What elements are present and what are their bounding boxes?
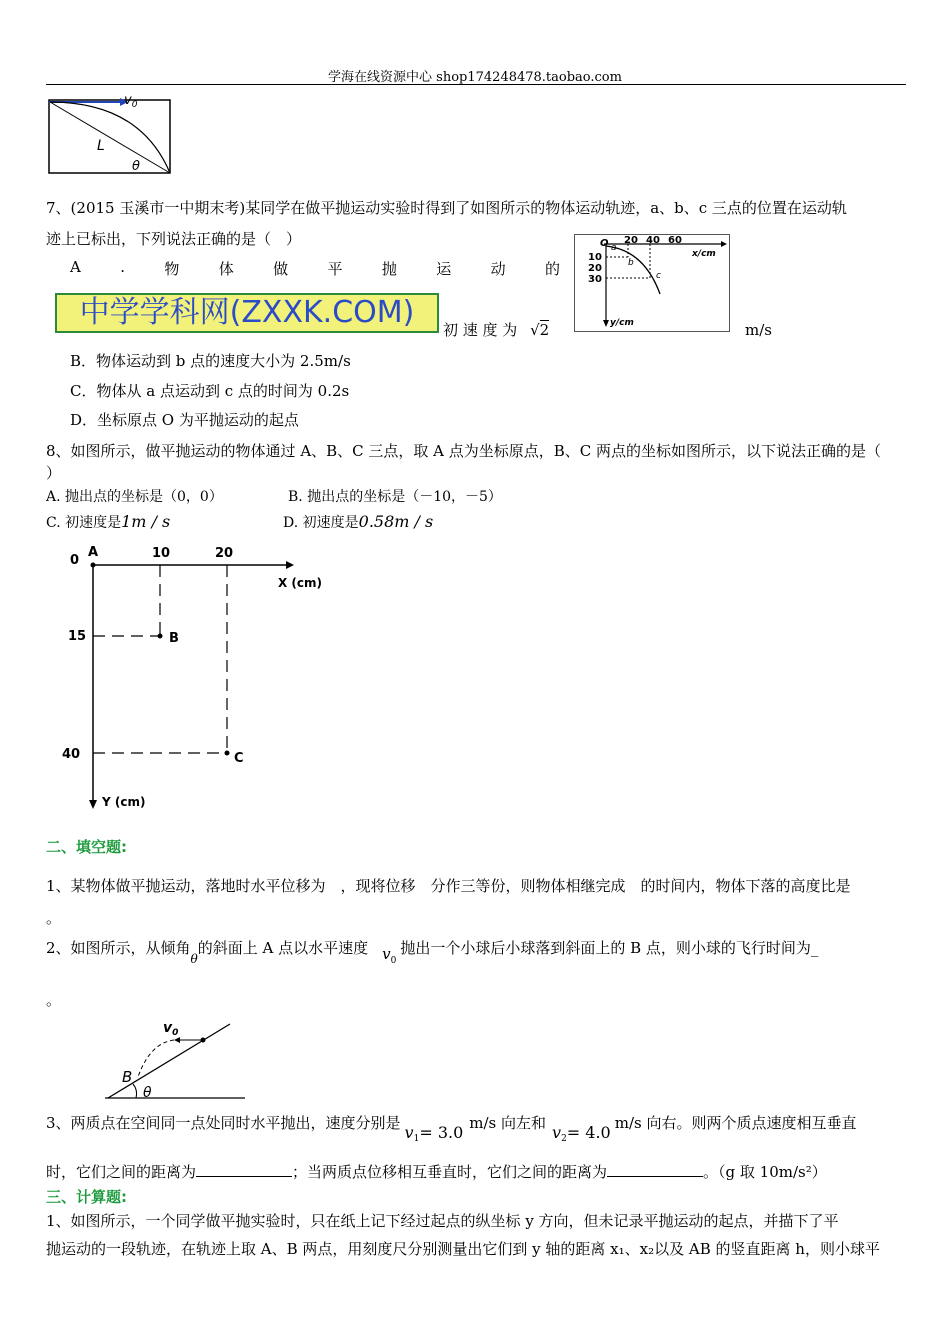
q8-xlabel: X (cm) — [278, 576, 323, 590]
q7-option-a-char: A — [70, 258, 81, 276]
label-L: L — [97, 138, 105, 154]
q7-point-b: b — [628, 258, 634, 268]
page-header: 学海在线资源中心 shop174248478.taobao.com — [328, 70, 622, 85]
q7-tick-y20: 20 — [588, 263, 602, 274]
q8-label-c: C — [234, 751, 244, 766]
top-figure — [40, 90, 180, 180]
q7-tick-y10: 10 — [588, 252, 602, 263]
s3-q1-line2: 抛运动的一段轨迹，在轨迹上取 A、B 两点，用刻度尺分别测量出它们到 y 轴的距离 x₁、x₂以及 AB 的竖直距离 h，则小球平 — [46, 1240, 880, 1258]
q8-stem-line2: ） — [46, 464, 62, 482]
q7-x-arrow — [721, 241, 727, 247]
incline-angle-arc — [133, 1084, 137, 1098]
incline-point-b: B — [122, 1068, 133, 1086]
q8-ylabel: Y (cm) — [102, 795, 146, 809]
label-theta: θ — [132, 159, 140, 174]
s3-q1-line1: 1、如图所示，一个同学做平抛实验时，只在纸上记下经过起点的纵坐标 y 方向，但未记录平抛运动的起点，并描下了平 — [46, 1212, 839, 1230]
q7-ylabel: y/cm — [610, 318, 634, 328]
q7-option-a-char: 运 — [436, 260, 452, 278]
answer-blank-2[interactable] — [607, 1161, 703, 1177]
q7-tick-y30: 30 — [588, 274, 602, 285]
q7-option-a-char: 体 — [218, 260, 234, 278]
s2-q1-line2: 。 — [46, 909, 62, 927]
q7-tick-x20: 20 — [624, 235, 638, 246]
q7-tick-x40: 40 — [646, 235, 660, 246]
section2-title: 二、填空题: — [46, 838, 127, 856]
q7-option-a-char: . — [120, 258, 125, 276]
q8-point-b — [158, 634, 163, 639]
q8-point-a — [91, 563, 96, 568]
q7-option-a-char: 的 — [544, 260, 560, 278]
q7-stem-line1: 7、(2015 玉溪市一中期末考)某同学在做平抛运动实验时得到了如图所示的物体运动轨迹，a、b、c 三点的位置在运动轨 — [46, 199, 847, 217]
q8-tick-x10: 10 — [152, 546, 171, 561]
header-rule — [46, 84, 906, 85]
incline-figure — [100, 1015, 250, 1105]
q7-option-a-char: 物 — [164, 260, 180, 278]
q8-option-b: B. 抛出点的坐标是（－10，－5） — [288, 489, 502, 505]
q8-tick-x20: 20 — [215, 546, 234, 561]
q8-label-b: B — [169, 631, 179, 646]
q7-y-arrow — [603, 320, 609, 327]
section3-title: 三、计算题: — [46, 1188, 127, 1206]
q8-x-arrow — [286, 561, 294, 569]
zxxk-logo: 中学学科网(ZXXK.COM) — [55, 293, 439, 333]
s2-q3-line1: 3、两质点在空间同一点处同时水平抛出，速度分别是 $v_1= 3.0$ m/s 向左和 $v_2= 4.0$ m/s 向右。则两个质点速度相互垂直 — [46, 1114, 857, 1144]
q7-option-d: D．坐标原点 O 为平抛运动的起点 — [70, 411, 299, 429]
q7-option-a-tail: 初 速 度 为 √2 — [443, 321, 550, 339]
q7-option-a-char: 平 — [327, 260, 343, 278]
incline-trajectory — [138, 1040, 174, 1077]
q7-option-a-char: 抛 — [381, 260, 397, 278]
q7-point-a: a — [611, 243, 617, 253]
q7-option-a-char: 动 — [490, 260, 506, 278]
q7-option-b: B．物体运动到 b 点的速度大小为 2.5m/s — [70, 352, 351, 370]
s2-q2-line1: 2、如图所示，从倾角$_\theta$的斜面上 A 点以水平速度 $v_0$抛出一个小球后小球落到斜面上的 B 点，则小球的飞行时间为_ — [46, 939, 819, 966]
q8-option-c: C. 初速度是1m / s — [46, 512, 171, 531]
q7-figure — [574, 234, 730, 332]
s2-q3-line2: 时，它们之间的距离为 ；当两质点位移相互垂直时，它们之间的距离为 。（g 取 10m/s²） — [46, 1163, 827, 1181]
q8-y-arrow — [89, 800, 97, 809]
q7-option-c: C．物体从 a 点运动到 c 点的时间为 0.2s — [70, 382, 350, 400]
q7-origin: O — [600, 238, 609, 249]
incline-theta: θ — [143, 1085, 152, 1101]
incline-v0: $v_0$ — [163, 1020, 179, 1038]
q7-point-c: c — [656, 271, 661, 281]
q7-option-a-spread — [70, 258, 560, 279]
sqrt2: √2 — [530, 321, 550, 339]
q7-option-a-unit: m/s — [745, 321, 772, 339]
q8-stem-line1: 8、如图所示，做平抛运动的物体通过 A、B、C 三点，取 A 点为坐标原点，B、C 两点的坐标如图所示，以下说法正确的是（ — [46, 442, 882, 460]
s2-q2-line2: 。 — [46, 991, 62, 1009]
q8-label-a: A — [88, 545, 99, 560]
q8-point-c — [225, 751, 230, 756]
q7-option-a-char: 做 — [273, 260, 289, 278]
answer-blank-1[interactable] — [196, 1161, 292, 1177]
q8-tick-y40: 40 — [62, 747, 81, 762]
q8-option-a: A. 抛出点的坐标是（0，0） — [46, 489, 223, 505]
q8-option-d: D. 初速度是0.58m / s — [283, 512, 434, 531]
q7-xlabel: x/cm — [692, 249, 716, 259]
q8-origin-label: 0 — [70, 553, 80, 568]
s2-q1-line1: 1、某物体做平抛运动，落地时水平位移为 ，现将位移 分作三等份，则物体相继完成 的时间内，物体下落的高度比是 — [46, 877, 851, 895]
q8-tick-y15: 15 — [68, 629, 87, 644]
q8-figure — [60, 540, 340, 815]
q7-stem-line2: 迹上已标出，下列说法正确的是（ ） — [46, 230, 302, 248]
q7-trajectory — [606, 246, 660, 294]
top-figure-v0: $v_0$ — [124, 93, 138, 110]
q7-tick-x60: 60 — [668, 235, 682, 246]
